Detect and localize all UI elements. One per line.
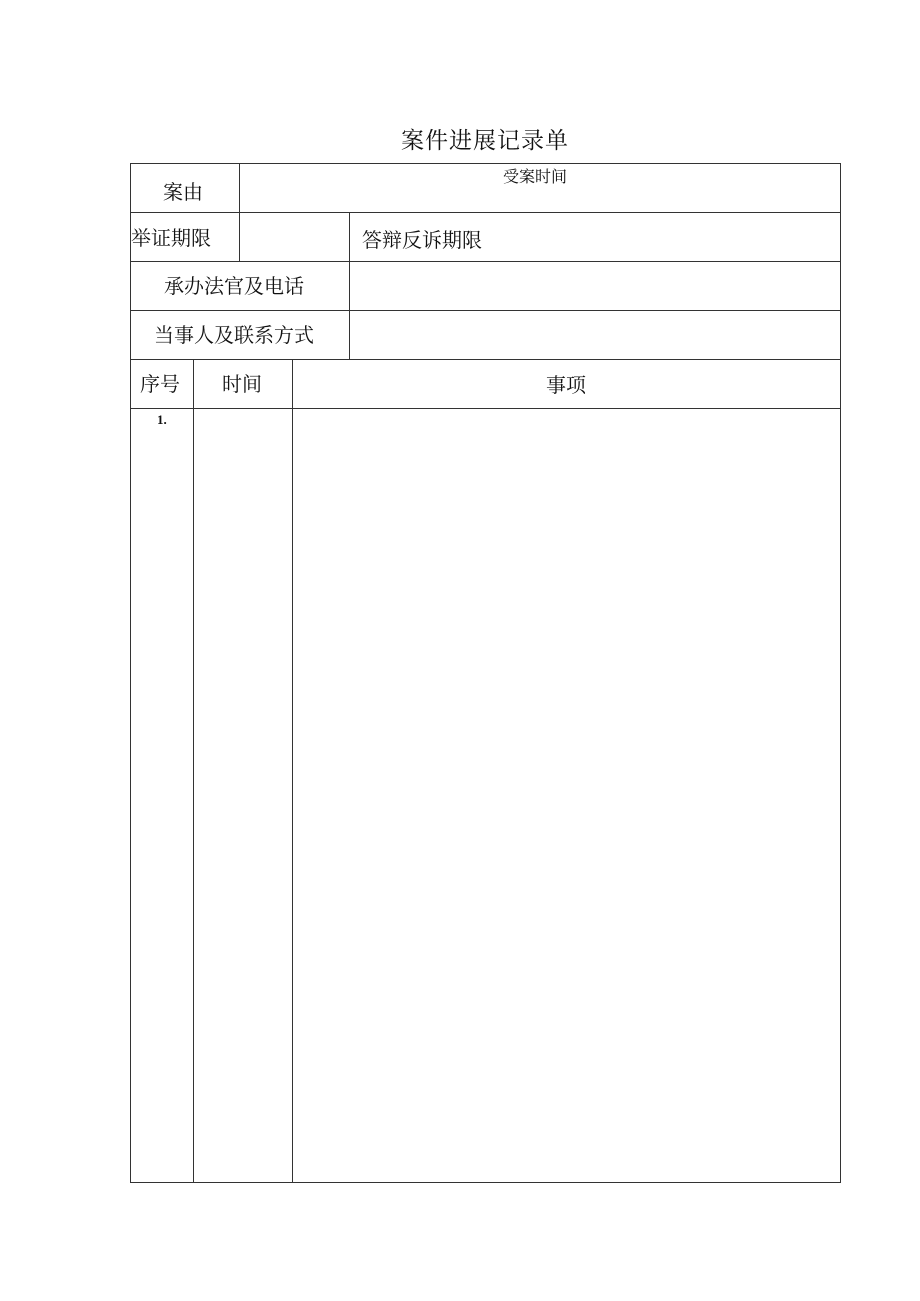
judge-divider bbox=[349, 261, 350, 310]
case-reason-label: 案由 bbox=[163, 180, 203, 204]
row-divider-5 bbox=[130, 408, 841, 409]
table-border-left bbox=[130, 163, 131, 1183]
time-column-divider bbox=[292, 359, 293, 1183]
table-border-top bbox=[130, 163, 841, 164]
table-border-right bbox=[840, 163, 841, 1183]
row-divider-4 bbox=[130, 359, 841, 360]
index-column-divider bbox=[193, 359, 194, 1183]
evidence-period-label: 举证期限 bbox=[131, 226, 211, 250]
parties-divider bbox=[349, 310, 350, 359]
table-border-bottom bbox=[130, 1182, 841, 1183]
accept-time-label: 受案时间 bbox=[503, 167, 568, 186]
evidence-divider-2 bbox=[349, 212, 350, 261]
row-divider-3 bbox=[130, 310, 841, 311]
evidence-divider-1 bbox=[239, 212, 240, 261]
row-divider-1 bbox=[130, 212, 841, 213]
row-index-1: 1. bbox=[157, 412, 167, 427]
defense-period-label: 答辩反诉期限 bbox=[362, 228, 482, 252]
document-title: 案件进展记录单 bbox=[401, 128, 569, 154]
header-item: 事项 bbox=[546, 373, 586, 397]
parties-label: 当事人及联系方式 bbox=[154, 323, 314, 347]
judge-label: 承办法官及电话 bbox=[164, 274, 304, 298]
header-index: 序号 bbox=[140, 372, 180, 396]
row-divider-2 bbox=[130, 261, 841, 262]
header-time: 时间 bbox=[222, 372, 262, 396]
case-reason-divider bbox=[239, 163, 240, 212]
